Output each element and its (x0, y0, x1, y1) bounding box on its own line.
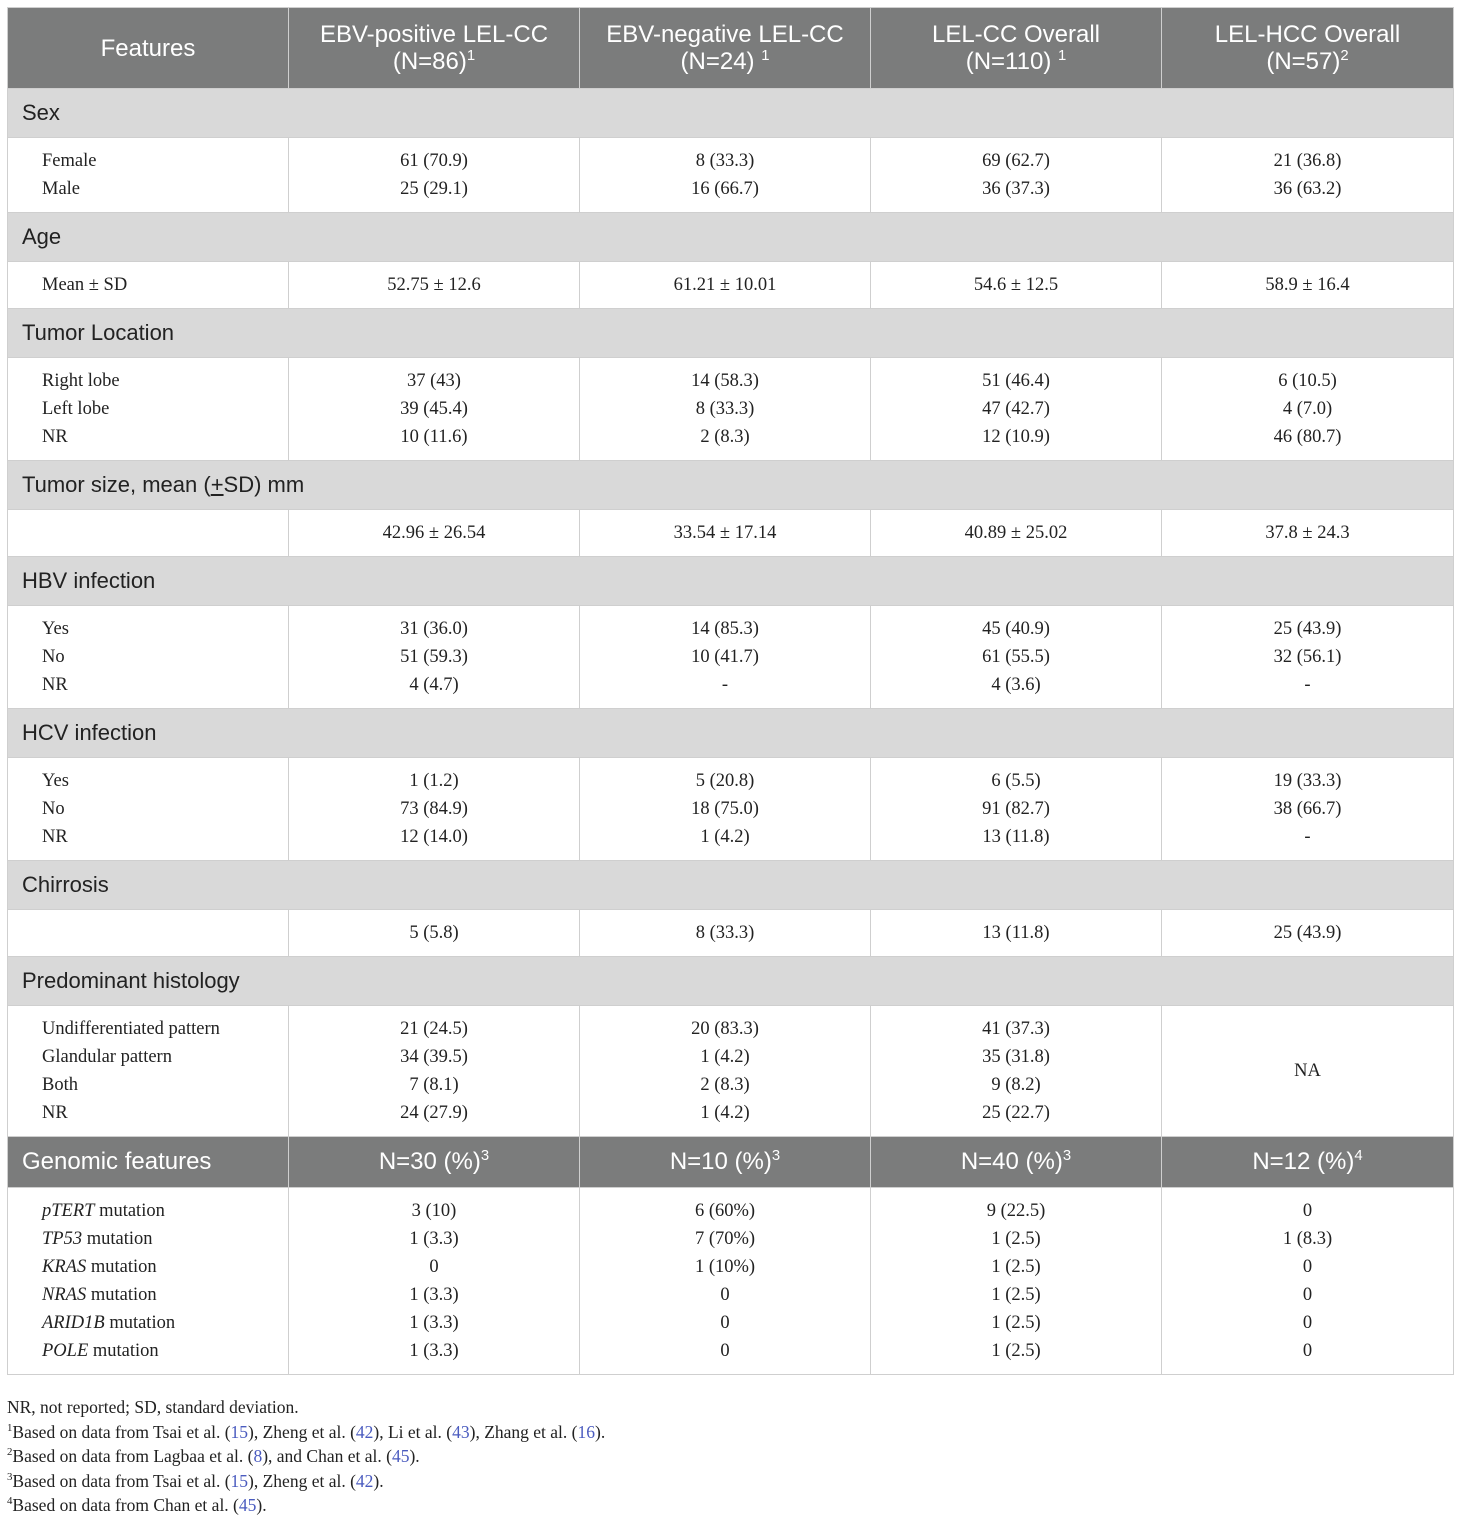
data-row-age (8, 262, 1454, 309)
row-label: Male (42, 179, 81, 199)
reference-link[interactable]: 15 (230, 1421, 249, 1442)
footnote-3 (7, 1469, 1453, 1494)
value: 1 (2.5) (991, 1313, 1041, 1333)
section-row-hcv (8, 709, 1454, 758)
footnote-4 (7, 1493, 1453, 1518)
value: 39 (45.4) (400, 399, 468, 419)
value: 1 (3.3) (409, 1313, 459, 1333)
value: 0 (1302, 1285, 1313, 1305)
row-label: NR (42, 675, 68, 695)
value: 24 (27.9) (400, 1103, 468, 1123)
row-label: Glandular pattern (42, 1047, 172, 1067)
value: 1 (2.5) (991, 1229, 1041, 1249)
value: 2 (8.3) (700, 1075, 750, 1095)
footnotes (7, 1395, 1453, 1518)
row-label (42, 919, 288, 947)
value-cell-col1 (289, 138, 580, 213)
reference-link[interactable]: 42 (355, 1470, 374, 1491)
value: 38 (66.7) (1273, 799, 1342, 819)
row-label: Yes (42, 771, 69, 791)
section-title-histology: Predominant histology (8, 957, 1454, 1006)
row-labels (8, 758, 289, 861)
value: 21 (24.5) (400, 1019, 468, 1039)
value: 61.21 ± 10.01 (673, 275, 777, 295)
value: 19 (33.3) (1273, 771, 1342, 791)
value-cell-col4 (1162, 138, 1454, 213)
value: 12 (14.0) (400, 827, 468, 847)
gene-name: POLE (42, 1341, 89, 1361)
footnote-text: ), Zhang et al. ( (469, 1421, 578, 1442)
value-cell-col2 (580, 1006, 871, 1137)
value: 13 (11.8) (982, 827, 1050, 847)
value-cell-col1 (289, 358, 580, 461)
value: 4 (7.0) (1282, 399, 1333, 419)
data-row-genomic (8, 1188, 1454, 1375)
gene-suffix: mutation (86, 1285, 157, 1305)
header-lelcc-overall: LEL-CC Overall (N=110) $^1$ (871, 8, 1162, 89)
value: 0 (720, 1341, 730, 1361)
value-cell-col2 (580, 1188, 871, 1375)
row-label: Right lobe (42, 371, 120, 391)
footnote-text: Based on data from Tsai et al. ( (12, 1470, 231, 1491)
value-cell-col3 (871, 910, 1162, 957)
row-label: NR (42, 1103, 68, 1123)
section-row-size (8, 461, 1454, 510)
section-row-cirrhosis (8, 861, 1454, 910)
value-cell-col4: NA (1162, 1006, 1454, 1137)
footnote-1 (7, 1420, 1453, 1445)
value: 0 (720, 1313, 730, 1333)
row-label: Both (42, 1075, 78, 1095)
value: 8 (33.3) (695, 923, 755, 943)
row-labels (8, 1006, 289, 1137)
value: 51 (59.3) (400, 647, 468, 667)
section-row-histology (8, 957, 1454, 1006)
value-cell-col3 (871, 606, 1162, 709)
footnote-abbrev: NR, not reported; SD, standard deviation. (7, 1397, 299, 1417)
genomic-header-2: N=10 (%)$^3$ (580, 1137, 871, 1188)
gene-suffix: mutation (88, 1341, 159, 1361)
row-label (42, 519, 288, 547)
gene-suffix: mutation (86, 1257, 157, 1277)
value: 14 (58.3) (691, 371, 759, 391)
row-label: Mean ± SD (42, 275, 128, 295)
value: 8 (33.3) (695, 399, 755, 419)
value: 32 (56.1) (1273, 647, 1342, 667)
value: 37.8 ± 24.3 (1265, 523, 1350, 543)
data-table (7, 7, 1454, 1375)
value-cell-col2 (580, 262, 871, 309)
value: 1 (3.3) (409, 1341, 459, 1361)
value: 1 (3.3) (409, 1229, 459, 1249)
row-labels (8, 510, 289, 557)
section-title-sex: Sex (8, 89, 1454, 138)
reference-link[interactable]: 15 (230, 1470, 249, 1491)
row-label: Female (42, 151, 97, 171)
value-cell-col4 (1162, 606, 1454, 709)
value: 1 (2.5) (991, 1341, 1041, 1361)
row-labels (8, 910, 289, 957)
row-label (42, 1281, 288, 1309)
value: 1 (4.2) (700, 827, 750, 847)
gene-suffix: mutation (82, 1229, 153, 1249)
value-cell-col3 (871, 358, 1162, 461)
data-row-histology (8, 1006, 1454, 1137)
value: 1 (3.3) (409, 1285, 459, 1305)
value: 10 (41.7) (691, 647, 759, 667)
section-title-location: Tumor Location (8, 309, 1454, 358)
value: 1 (2.5) (991, 1257, 1041, 1277)
value: 20 (83.3) (691, 1019, 759, 1039)
value: 52.75 ± 12.6 (387, 275, 481, 295)
gene-suffix: mutation (94, 1201, 165, 1221)
value: 36 (37.3) (982, 179, 1050, 199)
value: 4 (4.7) (409, 675, 459, 695)
value: 5 (5.8) (409, 923, 459, 943)
section-title-genomic: Genomic features (8, 1137, 289, 1188)
data-row-size (8, 510, 1454, 557)
value: 25 (22.7) (982, 1103, 1050, 1123)
reference-link[interactable]: 42 (355, 1421, 374, 1442)
value: - (721, 675, 729, 695)
header-row (8, 8, 1454, 89)
value: 37 (43) (407, 371, 461, 391)
section-row-sex (8, 89, 1454, 138)
footnote-text: ). (373, 1470, 384, 1491)
value-cell-col3 (871, 1006, 1162, 1137)
value: 1 (4.2) (700, 1103, 750, 1123)
value: 61 (70.9) (400, 151, 468, 171)
genomic-header-3: N=40 (%)$^3$ (871, 1137, 1162, 1188)
section-title-age: Age (8, 213, 1454, 262)
footnote-text: ), Li et al. ( (373, 1421, 453, 1442)
data-row-hbv (8, 606, 1454, 709)
value-cell-col1 (289, 1006, 580, 1137)
footnote-text: ). (409, 1446, 420, 1467)
value: 6 (10.5) (1278, 371, 1337, 391)
value: 40.89 ± 25.02 (964, 523, 1068, 543)
gene-name: NRAS (42, 1285, 87, 1305)
footnote-text: Based on data from Chan et al. ( (12, 1495, 239, 1516)
value: 41 (37.3) (982, 1019, 1050, 1039)
section-row-genomic (8, 1137, 1454, 1188)
value: 4 (3.6) (991, 675, 1041, 695)
value: 13 (11.8) (982, 923, 1050, 943)
value: 61 (55.5) (982, 647, 1050, 667)
value: - (1304, 675, 1311, 695)
footnote-marker: 4 (7, 1495, 13, 1508)
value: 34 (39.5) (400, 1047, 468, 1067)
value-cell-col1 (289, 758, 580, 861)
gene-suffix: mutation (104, 1313, 176, 1333)
value: 25 (43.9) (1273, 923, 1342, 943)
gene-name: TP53 (42, 1229, 83, 1249)
header-ebv-negative: EBV-negative LEL-CC (N=24) $^1$ (580, 8, 871, 89)
section-title-cirrhosis: Chirrosis (8, 861, 1454, 910)
value: 91 (82.7) (982, 799, 1050, 819)
value: 33.54 ± 17.14 (673, 523, 777, 543)
value: 9 (8.2) (991, 1075, 1041, 1095)
value: 1 (1.2) (409, 771, 459, 791)
value: 31 (36.0) (400, 619, 468, 639)
section-row-hbv (8, 557, 1454, 606)
footnote-2 (7, 1444, 1453, 1469)
row-label: Left lobe (42, 399, 110, 419)
row-label (42, 1337, 288, 1365)
reference-link[interactable]: 43 (452, 1421, 470, 1442)
section-row-age (8, 213, 1454, 262)
value: 12 (10.9) (982, 427, 1050, 447)
value: 54.6 ± 12.5 (973, 275, 1059, 295)
value: 18 (75.0) (691, 799, 759, 819)
value-cell-col1 (289, 910, 580, 957)
value-cell-col4 (1162, 758, 1454, 861)
row-labels (8, 606, 289, 709)
footnote-text: Based on data from Tsai et al. ( (12, 1421, 231, 1442)
value: 35 (31.8) (982, 1047, 1050, 1067)
value: 6 (5.5) (991, 771, 1041, 791)
footnote-text: ). (595, 1421, 606, 1442)
reference-link[interactable]: 8 (253, 1446, 263, 1467)
row-labels (8, 1188, 289, 1375)
row-label: No (42, 799, 65, 819)
value: 21 (36.8) (1273, 151, 1342, 171)
value-cell-col4 (1162, 262, 1454, 309)
value: 8 (33.3) (695, 151, 755, 171)
value: 14 (85.3) (691, 619, 759, 639)
gene-name: ARID1B (42, 1313, 105, 1333)
value: 0 (1302, 1257, 1313, 1277)
value: 42.96 ± 26.54 (382, 523, 486, 543)
value: 1 (8.3) (1282, 1229, 1333, 1249)
value: 1 (10%) (694, 1257, 756, 1277)
value-cell-col3 (871, 138, 1162, 213)
value: 46 (80.7) (1273, 427, 1342, 447)
data-row-cirrhosis (8, 910, 1454, 957)
section-title-hbv: HBV infection (8, 557, 1454, 606)
value: 58.9 ± 16.4 (1265, 275, 1350, 295)
value: 0 (720, 1285, 730, 1305)
value: 0 (1302, 1201, 1313, 1221)
value: 0 (429, 1257, 439, 1277)
value: 16 (66.7) (691, 179, 759, 199)
footnote-text: ), Zheng et al. ( (248, 1470, 356, 1491)
data-row-location (8, 358, 1454, 461)
value: 0 (1302, 1313, 1313, 1333)
value: 1 (4.2) (700, 1047, 750, 1067)
value-cell-col3 (871, 262, 1162, 309)
value-cell-col4 (1162, 1188, 1454, 1375)
value-cell-col3 (871, 758, 1162, 861)
reference-link[interactable]: 45 (238, 1495, 257, 1516)
value-cell-col2 (580, 910, 871, 957)
row-label: NR (42, 827, 68, 847)
value: 1 (2.5) (991, 1285, 1041, 1305)
value-cell-col1 (289, 606, 580, 709)
value: 9 (22.5) (986, 1201, 1046, 1221)
value-cell-col4 (1162, 510, 1454, 557)
value: 51 (46.4) (982, 371, 1050, 391)
value-cell-col2 (580, 138, 871, 213)
row-label (42, 1225, 288, 1253)
data-row-sex (8, 138, 1454, 213)
row-label (42, 1253, 288, 1281)
value: 45 (40.9) (982, 619, 1050, 639)
value-cell-col2 (580, 510, 871, 557)
gene-name: KRAS (42, 1257, 87, 1277)
value-cell-col1 (289, 1188, 580, 1375)
footnote-text: ). (256, 1495, 267, 1516)
value-cell-col4 (1162, 358, 1454, 461)
genomic-header-4: N=12 (%)$^4$ (1162, 1137, 1454, 1188)
section-row-location (8, 309, 1454, 358)
value-cell-col1 (289, 510, 580, 557)
value: 3 (10) (411, 1201, 457, 1221)
value-cell-col3 (871, 510, 1162, 557)
footnote-text: ), and Chan et al. ( (262, 1446, 392, 1467)
value-cell-col4 (1162, 910, 1454, 957)
row-labels (8, 262, 289, 309)
value-cell-col2 (580, 358, 871, 461)
row-labels (8, 358, 289, 461)
row-label: No (42, 647, 65, 667)
value-cell-col3 (871, 1188, 1162, 1375)
value-cell-col2 (580, 606, 871, 709)
footnote-marker: 3 (7, 1470, 13, 1483)
data-row-hcv (8, 758, 1454, 861)
value: 7 (8.1) (409, 1075, 459, 1095)
value: 7 (70%) (694, 1229, 756, 1249)
value: 25 (43.9) (1273, 619, 1342, 639)
value: 69 (62.7) (982, 151, 1050, 171)
footnote-text: Based on data from Lagbaa et al. ( (12, 1446, 254, 1467)
row-label: Yes (42, 619, 69, 639)
footnote-marker: 2 (7, 1446, 13, 1459)
header-lelhcc-overall: LEL-HCC Overall (N=57)$^2$ (1162, 8, 1454, 89)
row-label (42, 1197, 288, 1225)
value: 0 (1302, 1341, 1313, 1361)
value: 5 (20.8) (695, 771, 755, 791)
value: 36 (63.2) (1273, 179, 1342, 199)
value: 47 (42.7) (982, 399, 1050, 419)
value: - (1304, 827, 1311, 847)
footnote-marker: 1 (7, 1421, 13, 1434)
reference-link[interactable]: 16 (577, 1421, 595, 1442)
reference-link[interactable]: 45 (391, 1446, 410, 1467)
section-title-size: Tumor size, mean (+SD) mm (8, 461, 1454, 510)
header-features: Features (8, 8, 289, 89)
footnote-text: ), Zheng et al. ( (248, 1421, 356, 1442)
row-label: Undifferentiated pattern (42, 1019, 220, 1039)
value: 2 (8.3) (700, 427, 750, 447)
row-labels (8, 138, 289, 213)
value-cell-col1 (289, 262, 580, 309)
gene-name: pTERT (42, 1201, 95, 1221)
genomic-header-1: N=30 (%)$^3$ (289, 1137, 580, 1188)
value: 6 (60%) (694, 1201, 756, 1221)
row-label: NR (42, 427, 68, 447)
value-cell-col2 (580, 758, 871, 861)
row-label (42, 1309, 288, 1337)
value: 73 (84.9) (400, 799, 468, 819)
section-title-hcv: HCV infection (8, 709, 1454, 758)
header-ebv-positive: EBV-positive LEL-CC (N=86)$^1$ (289, 8, 580, 89)
value: 25 (29.1) (400, 179, 468, 199)
value: 10 (11.6) (400, 427, 468, 447)
